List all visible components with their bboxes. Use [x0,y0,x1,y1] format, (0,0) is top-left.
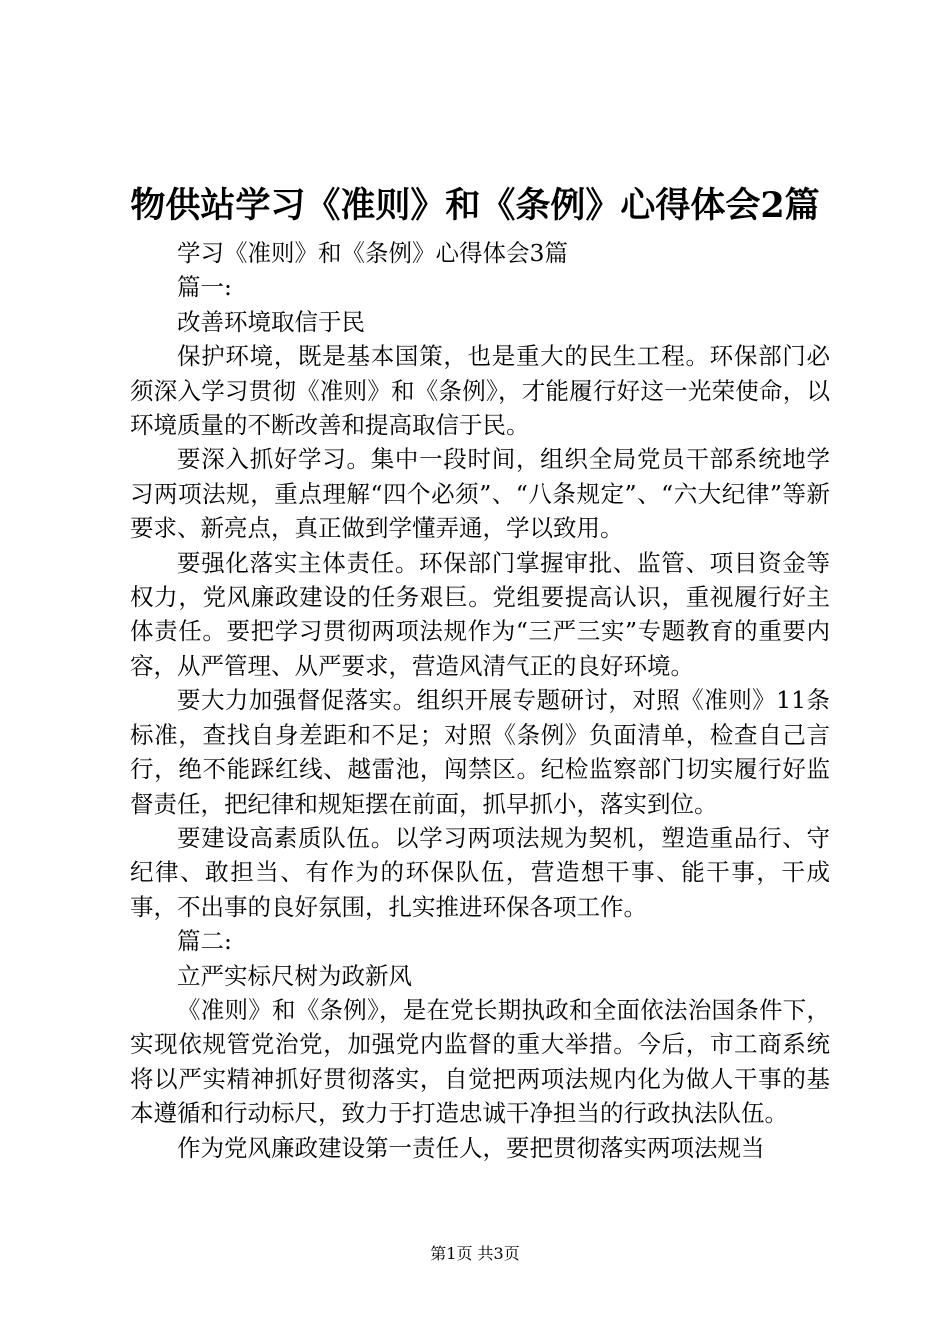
document-title: 物供站学习《准则》和《条例》心得体会2篇 [130,185,820,226]
body-paragraph: 《准则》和《条例》，是在党长期执政和全面依法治国条件下，实现依规管党治党，加强党内监督的重大举措。今后，市工商系统将以严实精神抓好贯彻落实，自觉把两项法规内化为做人干事的基本遵循和行动标尺，致力于打造忠诚干净担当的行政执法队伍。 [130,995,830,1128]
document-body [130,236,830,1165]
body-paragraph: 作为党风廉政建设第一责任人，要把贯彻落实两项法规当 [177,1133,765,1162]
section-heading: 篇二: [177,927,232,956]
body-paragraph: 保护环境，既是基本国策，也是重大的民生工程。环保部门必须深入学习贯彻《准则》和《条例》，才能履行好这一光荣使命，以环境质量的不断改善和提高取信于民。 [130,342,830,440]
body-paragraph: 要强化落实主体责任。环保部门掌握审批、监管、项目资金等权力，党风廉政建设的任务艰巨。党组要提高认识，重视履行好主体责任。要把学习贯彻两项法规作为“三严三实”专题教育的重要内容，从严管理、从严要求，营造风清气正的良好环境。 [130,548,830,680]
subtitle-paragraph: 学习《准则》和《条例》心得体会3篇 [177,239,568,267]
body-paragraph: 要大力加强督促落实。组织开展专题研讨，对照《准则》11条标准，查找自身差距和不足；对照《条例》负面清单，检查自己言行，绝不能踩红线、越雷池，闯禁区。纪检监察部门切实履行好监督责任，把纪律和规矩摆在前面，抓早抓小，落实到位。 [130,686,830,818]
section-title: 立严实标尺树为政新风 [177,961,412,990]
page-footer: 第1页 共3页 [430,1244,520,1263]
body-paragraph: 要深入抓好学习。集中一段时间，组织全局党员干部系统地学习两项法规，重点理解“四个必须”、“八条规定”、“六大纪律”等新要求、新亮点，真正做到学懂弄通，学以致用。 [130,445,830,543]
section-title: 改善环境取信于民 [177,307,365,336]
body-paragraph: 要建设高素质队伍。以学习两项法规为契机，塑造重品行、守纪律、敢担当、有作为的环保队伍，营造想干事、能干事，干成事，不出事的良好氛围，扎实推进环保各项工作。 [130,823,830,921]
section-heading: 篇一: [177,273,232,302]
